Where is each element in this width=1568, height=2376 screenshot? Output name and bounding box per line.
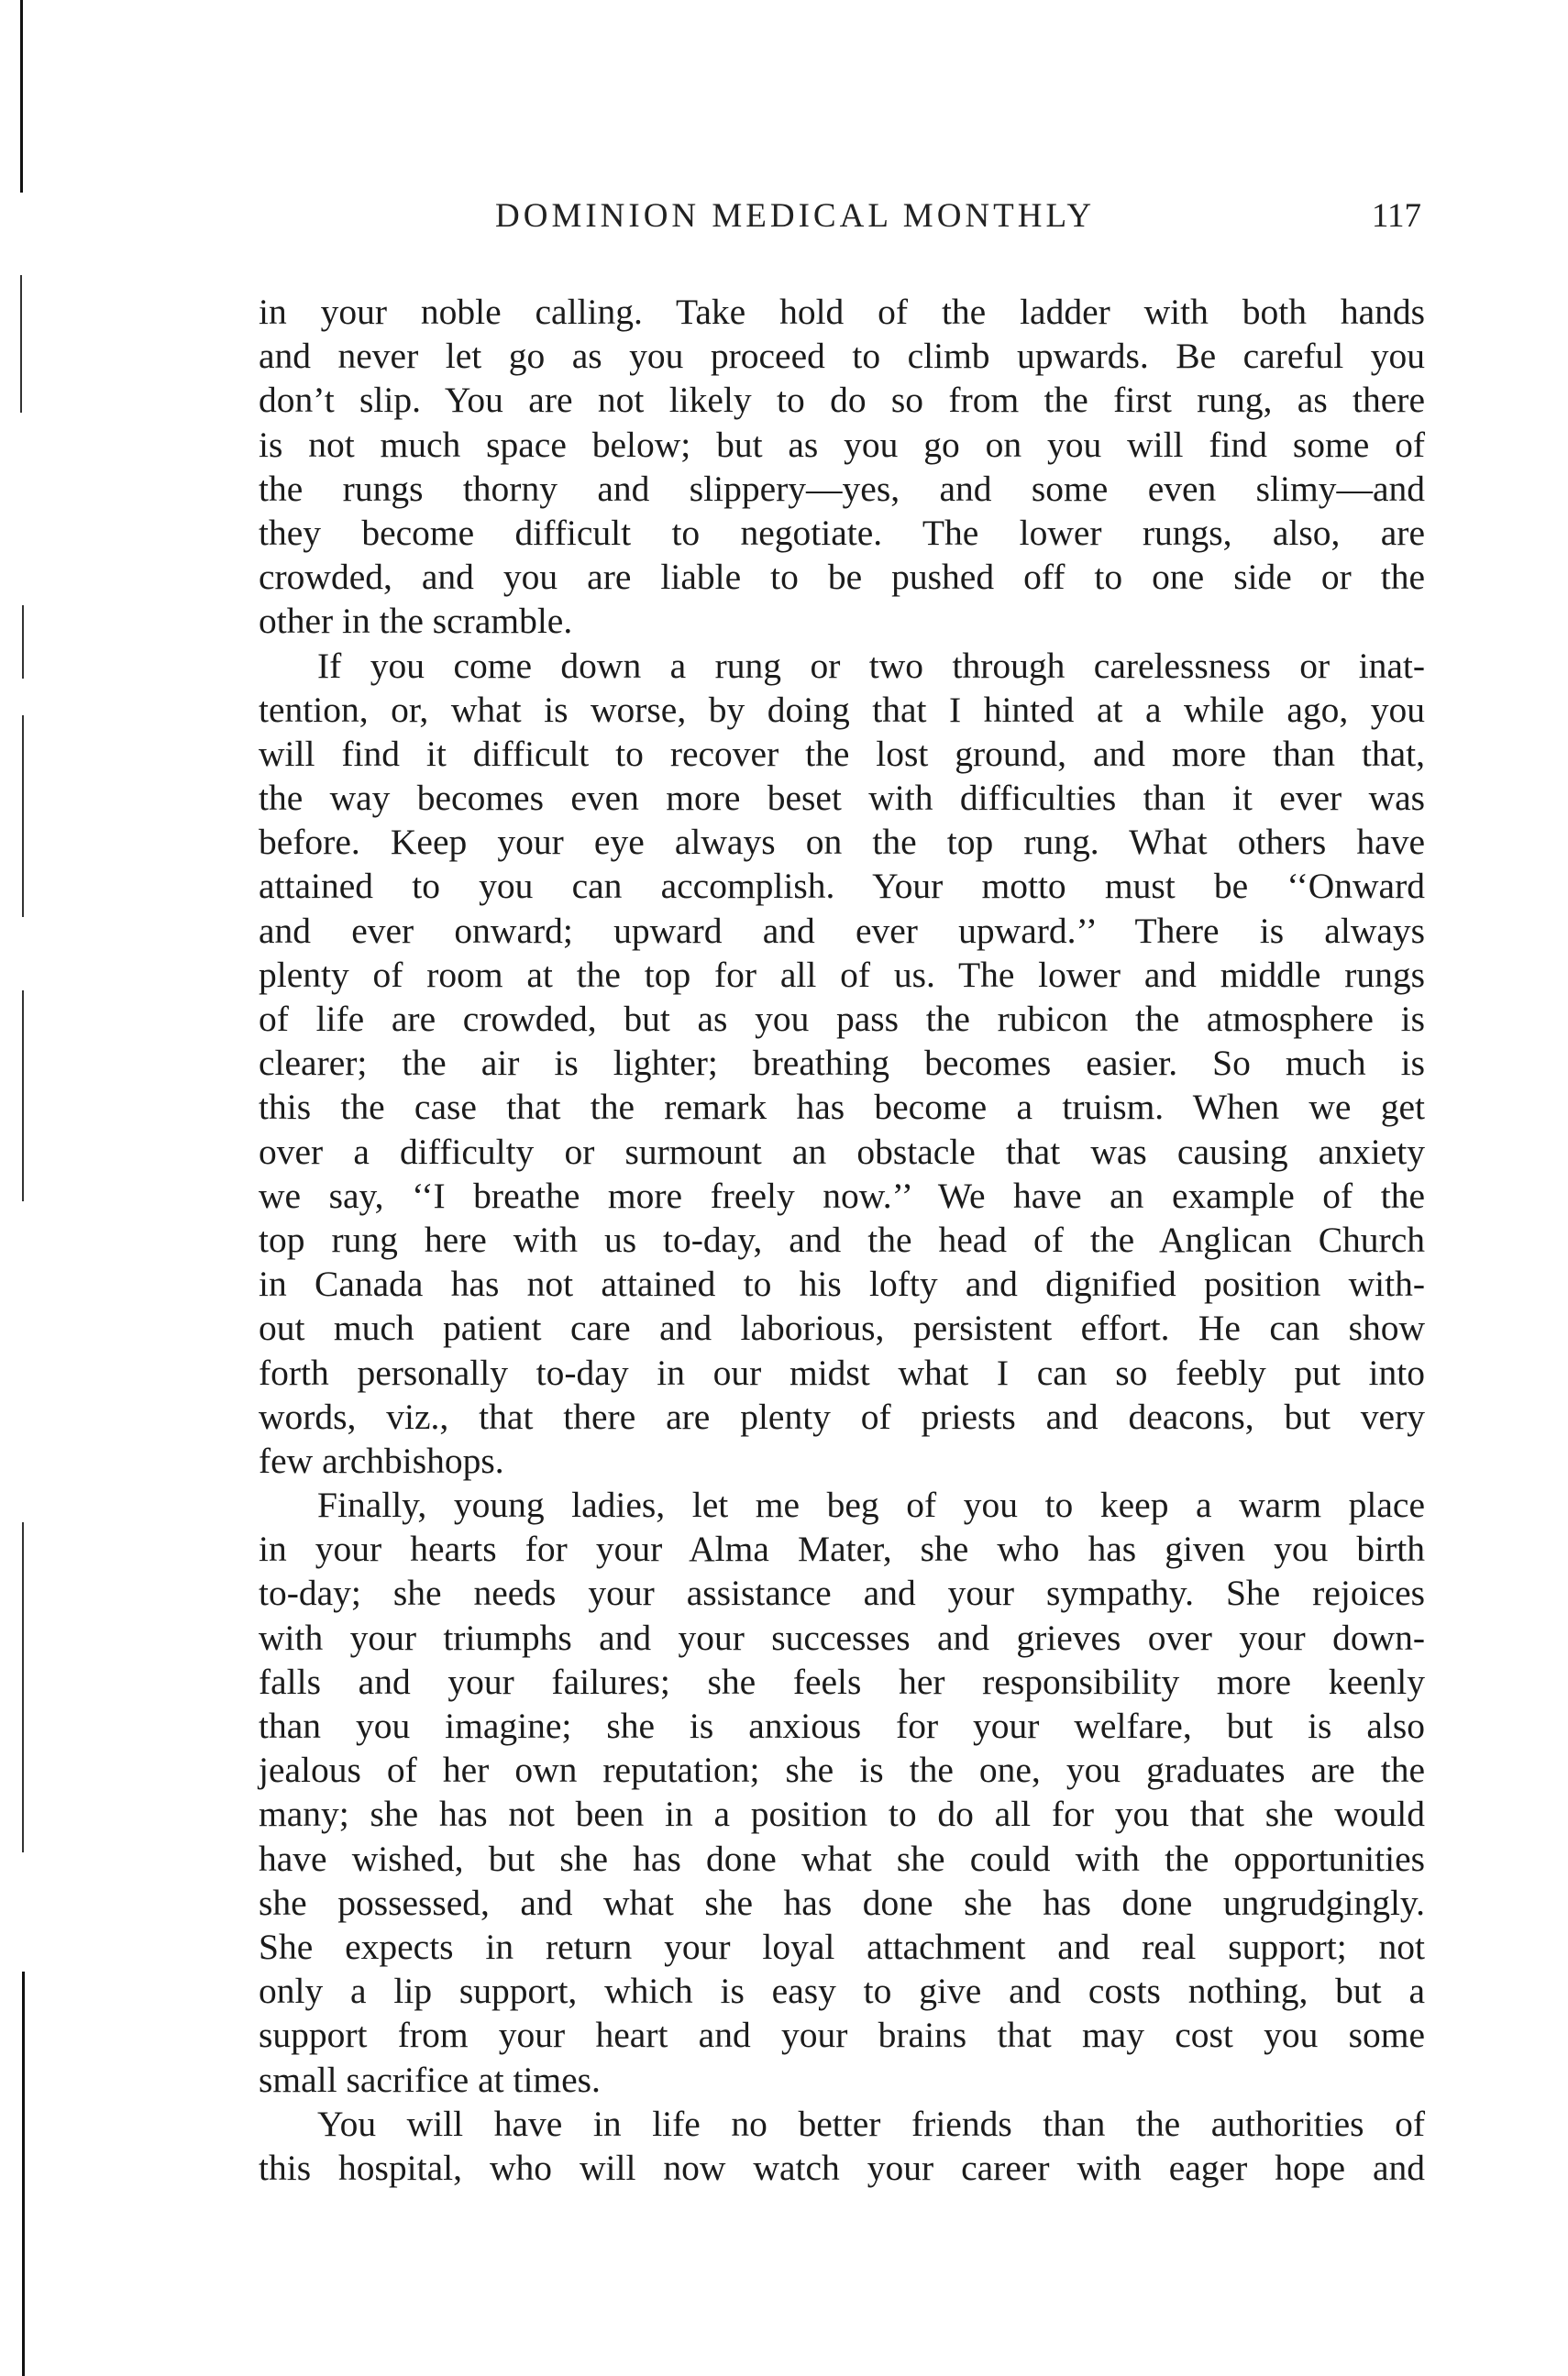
body-text: [259, 290, 1425, 2190]
text-line: many; she has not been in a position to do all for you that she would: [259, 1794, 1425, 1835]
text-line: than you imagine; she is anxious for your welfare, but is also: [259, 1706, 1425, 1746]
text-line: out much patient care and laborious, persistent effort. He can show: [259, 1308, 1425, 1349]
text-line: in Canada has not attained to his lofty and dignified position with-: [259, 1264, 1425, 1305]
text-line: Finally, young ladies, let me beg of you to keep a warm place: [317, 1485, 1425, 1526]
binding-edge-mark: [22, 605, 24, 679]
text-line: of life are crowded, but as you pass the rubicon the atmosphere is: [259, 999, 1425, 1039]
binding-edge-mark: [20, 275, 22, 413]
binding-edge-mark: [22, 990, 24, 1201]
text-line: and never let go as you proceed to climb upwards. Be careful you: [259, 336, 1425, 377]
text-line: the rungs thorny and slippery—yes, and some even slimy—and: [259, 468, 1425, 509]
text-line: jealous of her own reputation; she is the one, you graduates are the: [259, 1750, 1425, 1791]
text-line: they become difficult to negotiate. The lower rungs, also, are: [259, 512, 1425, 553]
text-line: is not much space below; but as you go on you will find some of: [259, 424, 1425, 465]
text-line: to-day; she needs your assistance and your sympathy. She rejoices: [259, 1573, 1425, 1614]
text-line: don’t slip. You are not likely to do so from the first rung, as there: [259, 380, 1425, 421]
text-line: the way becomes even more beset with difficulties than it ever was: [259, 778, 1425, 819]
page-number: 117: [1371, 197, 1421, 235]
text-line: If you come down a rung or two through carelessness or inat-: [317, 645, 1425, 686]
text-line: words, viz., that there are plenty of priests and deacons, but very: [259, 1396, 1425, 1437]
text-line: she possessed, and what she has done she has done ungrudgingly.: [259, 1882, 1425, 1923]
text-line: plenty of room at the top for all of us. The lower and middle rungs: [259, 954, 1425, 995]
text-line: have wished, but she has done what she could with the opportunities: [259, 1838, 1425, 1879]
text-line: in your hearts for your Alma Mater, she who has given you birth: [259, 1529, 1425, 1570]
binding-edge-mark: [20, 0, 23, 193]
text-line: You will have in life no better friends than the authorities of: [317, 2103, 1425, 2144]
text-line: forth personally to-day in our midst what I can so feebly put into: [259, 1352, 1425, 1393]
text-line: small sacrifice at times.: [259, 2059, 601, 2100]
text-line: only a lip support, which is easy to give and costs nothing, but a: [259, 1971, 1425, 2012]
text-line: in your noble calling. Take hold of the ladder with both hands: [259, 292, 1425, 332]
running-title: DOMINION MEDICAL MONTHLY: [495, 197, 1096, 235]
text-line: support from your heart and your brains that may cost you some: [259, 2015, 1425, 2056]
text-line: tention, or, what is worse, by doing that I hinted at a while ago, you: [259, 689, 1425, 730]
paragraph: [259, 2102, 1425, 2190]
paragraph: [259, 1483, 1425, 2102]
text-line: clearer; the air is lighter; breathing becomes easier. So much is: [259, 1043, 1425, 1084]
text-line: over a difficulty or surmount an obstacle that was causing anxiety: [259, 1131, 1425, 1172]
text-line: will find it difficult to recover the lost ground, and more than that,: [259, 733, 1425, 774]
text-line: before. Keep your eye always on the top rung. What others have: [259, 822, 1425, 863]
binding-edge-mark: [22, 715, 24, 917]
binding-edge-mark: [22, 1522, 24, 1852]
binding-edge-mark: [22, 1972, 25, 2376]
text-line: other in the scramble.: [259, 601, 573, 642]
text-line: this hospital, who will now watch your career with eager hope and: [259, 2147, 1425, 2188]
text-line: falls and your failures; she feels her responsibility more keenly: [259, 1661, 1425, 1702]
text-line: She expects in return your loyal attachment and real support; not: [259, 1926, 1425, 1967]
text-line: and ever onward; upward and ever upward.’’ There is always: [259, 910, 1425, 951]
text-line: with your triumphs and your successes and grieves over your down-: [259, 1617, 1425, 1658]
text-line: this the case that the remark has become a truism. When we get: [259, 1087, 1425, 1128]
text-line: top rung here with us to-day, and the head of the Anglican Church: [259, 1219, 1425, 1260]
text-line: few archbishops.: [259, 1440, 504, 1481]
text-line: we say, ‘‘I breathe more freely now.’’ We have an example of the: [259, 1175, 1425, 1216]
page-header: [257, 196, 1421, 251]
paragraph: [259, 644, 1425, 1484]
paragraph: [259, 290, 1425, 644]
text-line: attained to you can accomplish. Your motto must be ‘‘Onward: [259, 866, 1425, 907]
text-line: crowded, and you are liable to be pushed off to one side or the: [259, 557, 1425, 598]
